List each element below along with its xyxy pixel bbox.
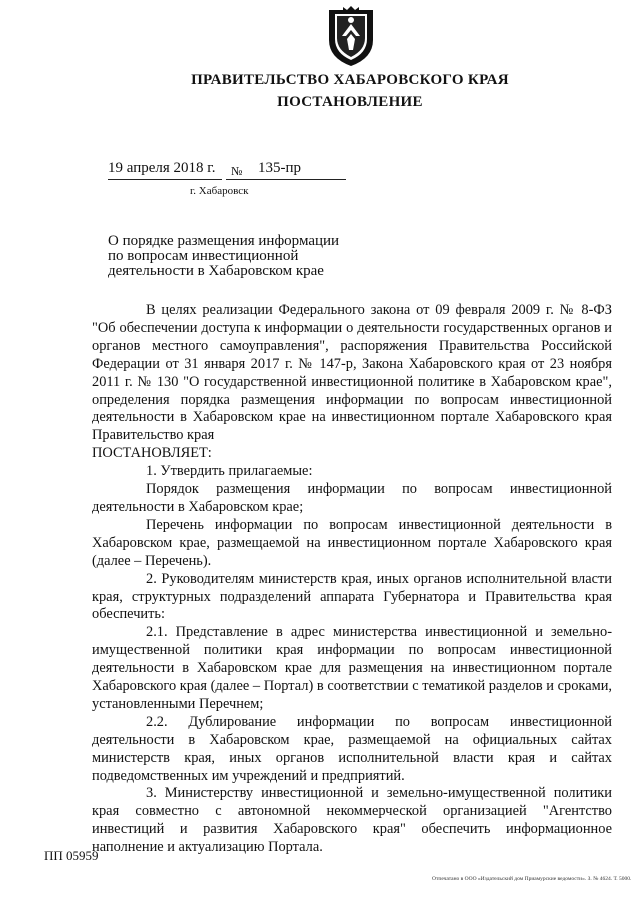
document-type: ПОСТАНОВЛЕНИЕ [277, 94, 423, 110]
government-name: ПРАВИТЕЛЬСТВО ХАБАРОВСКОГО КРАЯ [191, 72, 509, 88]
paragraph-1-list: Перечень информации по вопросам инвестиционной деятельности в Хабаровском крае, размещаемой на инвестиционном портале Хабаровского края (далее – Перечень). [92, 516, 612, 569]
paragraph-1-procedure: Порядок размещения информации по вопросам инвестиционной деятельности в Хабаровском крае; [92, 481, 612, 515]
document-date: 19 апреля 2018 г. [108, 160, 216, 176]
city: г. Хабаровск [190, 185, 249, 197]
date-underline [108, 179, 222, 180]
document-body [92, 302, 612, 857]
paragraph-2-2: 2.2. Дублирование информации по вопросам инвестиционной деятельности в Хабаровском крае, размещаемой на официальных сайтах министерств края, иных органов исполнительной власти края и сайтах подведомственных им учреждений и предприятий. [92, 713, 612, 784]
printer-note: Отпечатано в ООО «Издательский дом Приамурские ведомости». З. № 4624. Т. 5000. [432, 876, 632, 882]
coat-of-arms-icon [325, 6, 377, 68]
decree-word: ПОСТАНОВЛЯЕТ: [92, 445, 212, 462]
number-underline [226, 179, 346, 180]
document-code: ПП 05959 [44, 848, 99, 863]
document-number: 135-пр [258, 160, 302, 176]
paragraph-3: 3. Министерству инвестиционной и земельно-имущественной политики края совместно с автономной некоммерческой организацией "Агентство инвестиций и развития Хабаровского края" обеспечить информационное наполнение и актуализацию Портала. [92, 785, 612, 856]
paragraph-2: 2. Руководителям министерств края, иных органов исполнительной власти края, структурных подразделений аппарата Губернатора и Правительства края обеспечить: [92, 570, 612, 623]
number-label: № [231, 164, 243, 178]
document-subject: О порядке размещения информации по вопросам инвестиционной деятельности в Хабаровском крае [108, 233, 340, 279]
paragraph-1: 1. Утвердить прилагаемые: [146, 463, 313, 480]
preamble: В целях реализации Федерального закона от 09 февраля 2009 г. № 8-ФЗ "Об обеспечении доступа к информации о деятельности государственных органов и органов местного самоуправления", распоряжения Правительства Российской Федерации от 31 января 2017 г. № 147-р, Закона Хабаровского края от 23 ноября 2011 г. № 130 "О государственной инвестиционной политике в Хабаровском крае", определения порядка размещения информации по вопросам инвестиционной деятельности в Хабаровском крае на инвестиционном портале Хабаровского края Правительство края [92, 302, 612, 444]
paragraph-2-1: 2.1. Представление в адрес министерства инвестиционной и земельно-имущественной политики края информации по вопросам инвестиционной деятельности в Хабаровском крае для размещения на инвестиционном портале Хабаровского края (далее – Портал) в соответствии с тематикой разделов и сроками, установленными Перечнем; [92, 624, 612, 712]
